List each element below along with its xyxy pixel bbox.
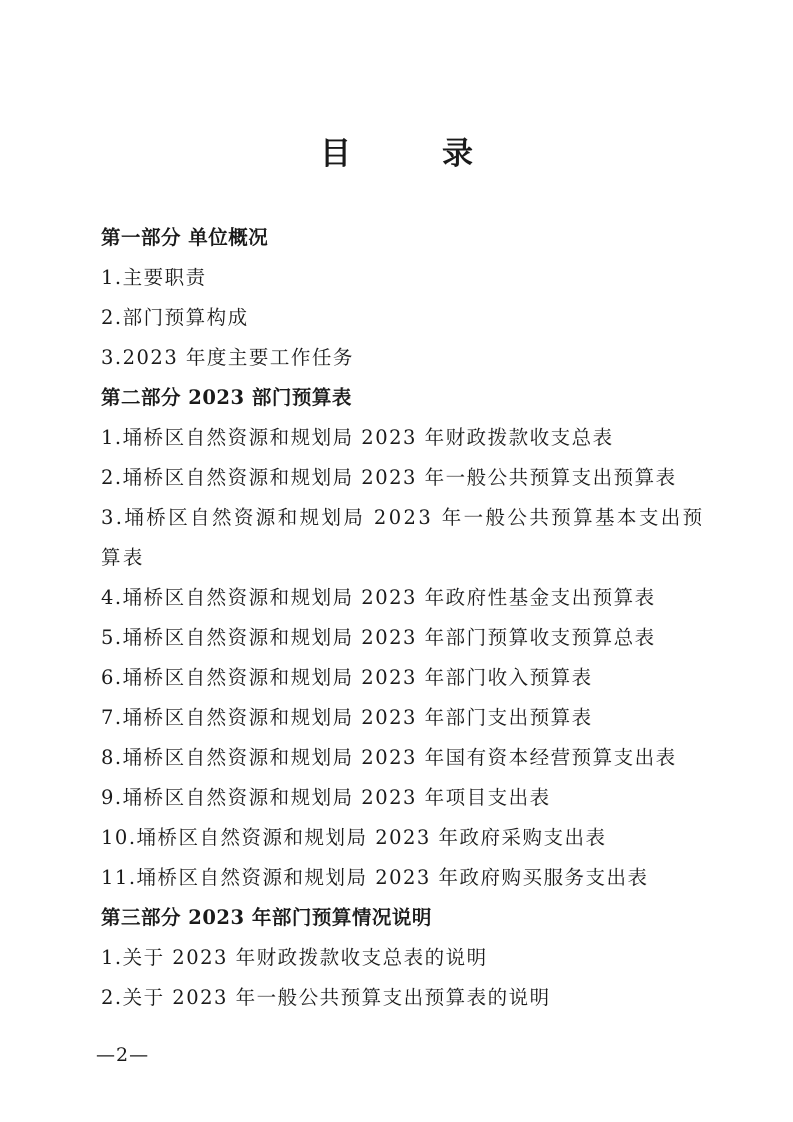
page-number: —2— (96, 1044, 150, 1066)
toc-item[interactable]: 1.关于 2023 年财政拨款收支总表的说明 (101, 946, 488, 969)
page-title: 目 录 (320, 136, 503, 172)
toc-item[interactable]: 10.埇桥区自然资源和规划局 2023 年政府采购支出表 (101, 826, 607, 849)
table-of-contents (101, 218, 721, 1018)
toc-item[interactable]: 7.埇桥区自然资源和规划局 2023 年部门支出预算表 (101, 706, 593, 729)
toc-item[interactable]: 11.埇桥区自然资源和规划局 2023 年政府购买服务支出表 (101, 866, 649, 889)
toc-section-heading-part3[interactable]: 第三部分 2023 年部门预算情况说明 (101, 906, 432, 929)
toc-item[interactable]: 1.埇桥区自然资源和规划局 2023 年财政拨款收支总表 (101, 426, 614, 449)
toc-item[interactable]: 8.埇桥区自然资源和规划局 2023 年国有资本经营预算支出表 (101, 746, 677, 769)
toc-item[interactable]: 1.主要职责 (101, 266, 207, 289)
toc-item[interactable]: 2.部门预算构成 (101, 306, 249, 329)
toc-section-heading-part1[interactable]: 第一部分 单位概况 (101, 226, 269, 249)
toc-item[interactable]: 3.2023 年度主要工作任务 (101, 346, 354, 369)
toc-item[interactable]: 3.埇桥区自然资源和规划局 2023 年一般公共预算基本支出预算表 (101, 506, 705, 569)
toc-item[interactable]: 5.埇桥区自然资源和规划局 2023 年部门预算收支预算总表 (101, 626, 656, 649)
toc-item[interactable]: 9.埇桥区自然资源和规划局 2023 年项目支出表 (101, 786, 551, 809)
toc-section-heading-part2[interactable]: 第二部分 2023 部门预算表 (101, 386, 352, 409)
toc-item[interactable]: 2.关于 2023 年一般公共预算支出预算表的说明 (101, 986, 551, 1009)
toc-item[interactable]: 6.埇桥区自然资源和规划局 2023 年部门收入预算表 (101, 666, 593, 689)
toc-item[interactable]: 4.埇桥区自然资源和规划局 2023 年政府性基金支出预算表 (101, 586, 656, 609)
toc-item[interactable]: 2.埇桥区自然资源和规划局 2023 年一般公共预算支出预算表 (101, 466, 677, 489)
